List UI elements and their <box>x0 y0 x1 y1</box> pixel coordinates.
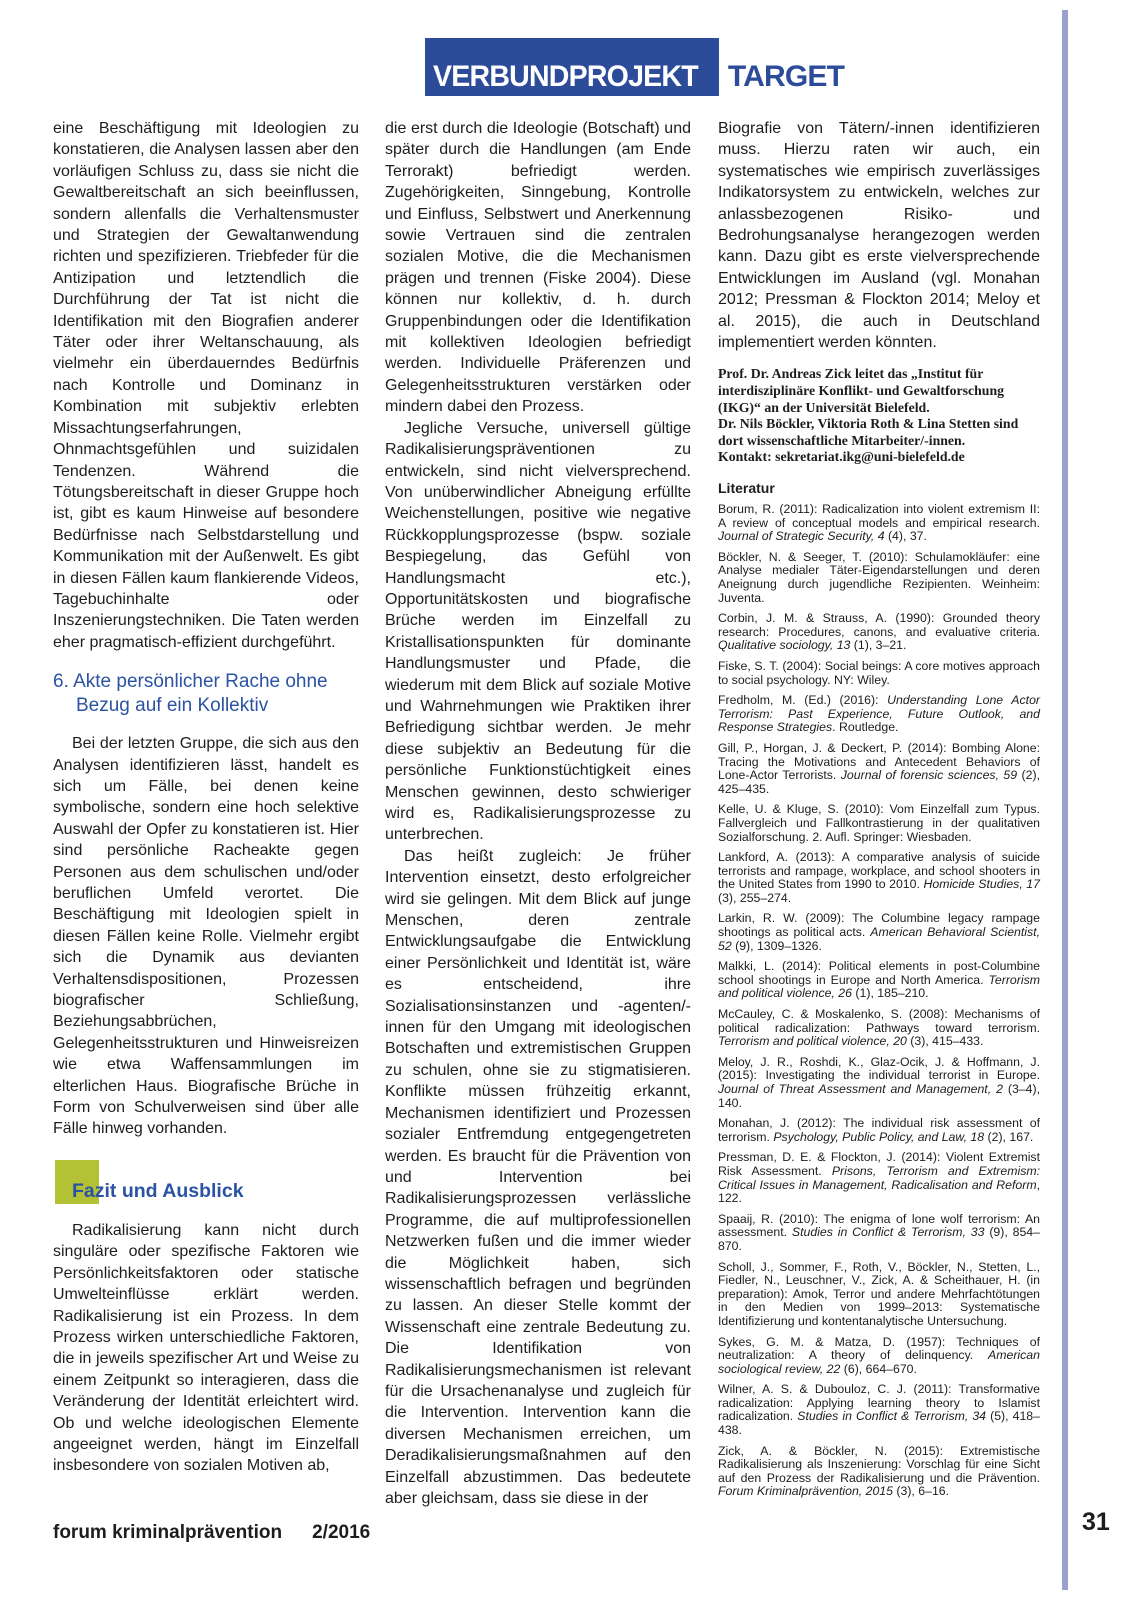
reference-text: Böckler, N. & Seeger, T. (2010): Schulamokläufer: eine Analyse medialer Täter-Eigendarstellungen und deren Aneignung durch jugendliche Rezipienten. Weinheim: Juventa. <box>718 549 1040 605</box>
reference-text: (3–4), 140. <box>718 1082 1040 1110</box>
page-number: 31 <box>1082 1508 1110 1536</box>
reference-journal-title: Terrorism and political violence, 20 <box>718 1034 907 1049</box>
reference-journal-title: Terrorism and political violence, 26 <box>718 972 1040 1001</box>
reference-text: (1), 3–21. <box>850 638 907 653</box>
reference-text: Gill, P., Horgan, J. & Deckert, P. (2014): Bombing Alone: Tracing the Motivations and Antecedent Behaviors of Lone-Actor Terrorists. <box>718 740 1040 783</box>
reference-journal-title: Understanding Lone Actor Terrorism: Past Experience, Future Outlook, and Response Strategies <box>718 693 1041 735</box>
reference-journal-title: Prisons, Terrorism and Extremism: Critical Issues in Management, Radicalisation and Reform <box>718 1163 1041 1192</box>
reference-text: Monahan, J. (2012): The individual risk assessment of terrorism. <box>718 1116 1040 1144</box>
reference-entry <box>718 1056 1040 1110</box>
reference-journal-title: Homicide Studies, 17 <box>923 877 1040 892</box>
reference-text: (9), 854–870. <box>718 1225 1040 1253</box>
reference-entry <box>718 503 1040 544</box>
header-project-label: VERBUNDPROJEKT <box>433 60 698 93</box>
reference-text: (2), 167. <box>984 1129 1034 1144</box>
paragraph: die erst durch die Ideologie (Botschaft) und später durch die Handlungen (am Ende Terrorakt) befriedigt werden. Zugehörigkeiten, Sinngebung, Kontrolle und Einfluss, Selbstwert und Anerkennung sowie Vertrauen sind die zentralen sozialen Motive, die die Mechanismen prägen und trennen (Fiske 2004). Diese können nur kollektiv, d. h. durch Gruppenbindungen oder die Identifikation mit kollektiven Ideologien befriedigt werden. Individuelle Präferenzen und Gelegenheitsstrukturen verstärken oder mindern dabei den Prozess. <box>385 120 691 416</box>
reference-entry <box>718 1261 1040 1329</box>
reference-entry <box>718 851 1040 905</box>
reference-entry <box>718 1213 1040 1254</box>
reference-text: Sykes, G. M. & Matza, D. (1957): Techniques of neutralization: A theory of delinquency. <box>718 1334 1040 1363</box>
reference-entry <box>718 660 1040 687</box>
reference-entry <box>718 1336 1040 1377</box>
reference-text: . Routledge. <box>832 720 899 735</box>
reference-entry <box>718 1117 1040 1144</box>
reference-text: Scholl, J., Sommer, F., Roth, V., Böckler, N., Stetten, L., Fiedler, N., Leuschner, V., Zick, A. & Scheithauer, H. (in preparation): Amok, Terror und andere Mehrfachtötungen in den Medien von 1999–2013: Systematische Identifizierung und kontentanalytische Untersuchung. <box>718 1259 1040 1328</box>
reference-journal-title: Qualitative sociology, 13 <box>718 638 851 653</box>
footer <box>53 1522 370 1544</box>
reference-journal-title: Journal of Threat Assessment and Management, 2 <box>718 1082 1003 1096</box>
fazit-heading-row <box>53 1160 359 1206</box>
reference-text: Fredholm, M. (Ed.) (2016): <box>718 693 888 708</box>
column-right <box>718 118 1040 1506</box>
journal-name: forum kriminalprävention <box>53 1522 283 1543</box>
header-target-label: TARGET <box>727 60 845 93</box>
reference-text: Fiske, S. T. (2004): Social beings: A core motives approach to social psychology. NY: Wiley. <box>718 658 1040 687</box>
reference-text: Larkin, R. W. (2009): The Columbine legacy rampage shootings as political acts. <box>718 911 1040 940</box>
reference-journal-title: Psychology, Public Policy, and Law, 18 <box>773 1129 985 1144</box>
reference-entry <box>718 1383 1040 1437</box>
reference-list <box>718 503 1040 1499</box>
reference-text: (2), 425–435. <box>718 768 1040 796</box>
reference-entry <box>718 551 1040 605</box>
author-contact-line: Kontakt: sekretariat.ikg@uni-bielefeld.de <box>718 449 965 465</box>
right-divider-bar <box>1062 10 1068 1590</box>
reference-text: Lankford, A. (2013): A comparative analysis of suicide terrorists and rampage, workplace, and school shooters in the United States from 1990 to 2010. <box>718 850 1040 892</box>
section-heading-6: 6. Akte persönlicher Rache ohne Bezug auf ein Kollektiv <box>53 671 328 717</box>
reference-text: Malkki, L. (2014): Political elements in post-Columbine school shootings in Europe and North America. <box>718 959 1040 987</box>
reference-text: (5), 418–438. <box>718 1409 1040 1438</box>
reference-text: Wilner, A. S. & Dubouloz, C. J. (2011): Transformative radicalization: Applying learning theory to Islamist radicalization. <box>718 1382 1040 1424</box>
reference-text: (3), 255–274. <box>718 890 792 905</box>
paragraph: Radikalisierung kann nicht durch singuläre oder spezifische Faktoren wie Persönlichkeitsfaktoren oder statische Umwelteinflüsse erklärt werden. Radikalisierung ist ein Prozess. In dem Prozess wirken unterschiedliche Faktoren, die in jeweils spezifischer Art und Weise zu einem Zeitpunkt so interagieren, dass die Veränderung der Identität erleichtert wird. Ob und welche ideologischen Elemente angeeignet werden, hängt im Einzelfall insbesondere von sozialen Motiven ab, <box>53 1221 359 1475</box>
header-blue-box <box>425 38 719 96</box>
reference-journal-title: Journal of forensic sciences, 59 <box>840 768 1018 783</box>
reference-text: Corbin, J. M. & Strauss, A. (1990): Grounded theory research: Procedures, canons, and evaluative criteria. <box>718 611 1040 639</box>
reference-text: Kelle, U. & Kluge, S. (2010): Vom Einzelfall zum Typus. Fallvergleich und Fallkontrastierung in der qualitativen Sozialforschung. 2. Aufl. Springer: Wiesbaden. <box>718 802 1040 844</box>
paragraph: eine Beschäftigung mit Ideologien zu konstatieren, die Analysen lassen aber den vorläufigen Schluss zu, dass sie nicht die Gewaltbereitschaft an sich beeinflussen, sondern allenfalls die Verhaltensmuster und Strategien der Gewaltanwendung richten und spezifizieren. Triebfeder für die Antizipation und letztendlich die Durchführung der Tat ist nicht die Identifikation mit den Biografien anderer Täter oder ihrer Weltanschauung, als vielmehr ein überdauerndes Bedürfnis nach Kontrolle und Dominanz in Kombination mit subjektiv erlebten Missachtungserfahrungen, Ohnmachtsgefühlen und suizidalen Tendenzen. Während die Tötungsbereitschaft in dieser Gruppe hoch ist, gibt es kaum Hinweise auf besondere Bedürfnisse nach Selbstdarstellung und Kommunikation mit der Außenwelt. Es gibt in diesen Fällen kaum flankierende Videos, Tagebuchinhalte oder Inszenierungstechniken. Die Taten werden eher pragmatisch-effizient durchgeführt. <box>53 120 359 651</box>
reference-entry <box>718 612 1040 653</box>
author-line: Dr. Nils Böckler, Viktoria Roth & Lina Stetten sind dort wissenschaftliche Mitarbeiter/-innen. <box>718 416 1019 448</box>
reference-journal-title: Studies in Conflict & Terrorism, 33 <box>791 1225 985 1240</box>
literature-heading: Literatur <box>718 480 775 497</box>
author-line: Prof. Dr. Andreas Zick leitet das „Institut für interdisziplinäre Konflikt- und Gewaltforschung (IKG)“ an der Universität Bielefeld. <box>718 366 1005 415</box>
reference-entry <box>718 1151 1040 1205</box>
reference-entry <box>718 1445 1040 1499</box>
reference-text: Pressman, D. E. & Flockton, J. (2014): Violent Extremist Risk Assessment. <box>718 1150 1040 1178</box>
column-middle <box>385 118 691 1509</box>
reference-text: (9), 1309–1326. <box>731 938 822 953</box>
reference-journal-title: American sociological review, 22 <box>718 1348 1040 1376</box>
reference-entry <box>718 1008 1040 1049</box>
author-info-block <box>718 366 1040 466</box>
reference-journal-title: Studies in Conflict & Terrorism, 34 <box>797 1409 987 1424</box>
reference-entry <box>718 960 1040 1001</box>
reference-entry <box>718 694 1040 735</box>
paragraph: Das heißt zugleich: Je früher Intervention einsetzt, desto erfolgreicher wird sie gelingen. Mit dem Blick auf junge Menschen, deren zentrale Entwicklungsaufgabe die Entwicklung einer Persönlichkeit und Identität ist, wäre es entscheidend, ihre Sozialisationsinstanzen und -agenten/-innen für den Umgang mit ideologischen Botschaften und extremistischen Gruppen zu schulen, ohne sie zu stigmatisieren. Konflikte müssen frühzeitig erkannt, Mechanismen identifiziert und Prozessen sozialer Entfremdung entgegengetreten werden. Es braucht für die Prävention von und Intervention bei Radikalisierungsprozessen verlässliche Programme, die auf multiprofessionellen Netzwerken fußen und die immer wieder die Möglichkeit haben, sich wissenschaftlich befragen und begründen zu lassen. An dieser Stelle kommt der Wissenschaft eine zentrale Bedeutung zu. Die Identifikation von Radikalisierungsmechanismen ist relevant für die Ursachenanalyse und zugleich für die Intervention. Intervention kann die diversen Mechanismen erreichen, um Deradikalisierungsmaßnahmen auf den Einzelfall abzustimmen. Das bedeutete aber gleichsam, dass sie diese in der <box>385 847 691 1507</box>
fazit-heading: Fazit und Ausblick <box>72 1179 244 1202</box>
reference-entry <box>718 912 1040 953</box>
reference-text: (4), 37. <box>884 529 927 544</box>
reference-entry <box>718 742 1040 796</box>
reference-text: (3), 415–433. <box>906 1034 984 1049</box>
reference-entry <box>718 803 1040 844</box>
reference-text: Spaaij, R. (2010): The enigma of lone wolf terrorism: An assessment. <box>718 1211 1040 1240</box>
reference-text: (1), 185–210. <box>852 986 929 1001</box>
issue-number: 2/2016 <box>312 1522 371 1543</box>
reference-journal-title: Journal of Strategic Security, 4 <box>718 529 885 544</box>
reference-text: (3), 6–16. <box>892 1484 950 1499</box>
reference-text: Zick, A. & Böckler, N. (2015): Extremistische Radikalisierung als Inszenierung: Vorschlag für eine Sicht auf den Prozess der Radikalisierung und die Prävention. <box>718 1443 1040 1485</box>
reference-text: Borum, R. (2011): Radicalization into violent extremism II: A review of conceptual models and empirical research. <box>718 502 1040 530</box>
paragraph: Biografie von Tätern/-innen identifizieren muss. Hierzu raten wir auch, ein systematisches wie empirisch zuverlässiges Indikatorsystem zu entwickeln, welches zur anlassbezogenen Risiko- und Bedrohungsanalyse herangezogen werden kann. Dazu gibt es erste vielversprechende Entwicklungen im Ausland (vgl. Monahan 2012; Pressman & Flockton 2014; Meloy et al. 2015), die auch in Deutschland implementiert werden könnten. <box>718 120 1040 352</box>
reference-text: Meloy, J. R., Roshdi, K., Glaz-Ocik, J. & Hoffmann, J. (2015): Investigating the individual terrorist in Europe. <box>718 1054 1040 1083</box>
article-header <box>425 38 844 96</box>
paragraph: Jegliche Versuche, universell gültige Radikalisierungspräventionen zu entwickeln, sind nicht vielversprechend. Von unüberwindlicher Abneigung erfüllte Weichenstellungen, positive wie negative Rückkopplungsprozesse (bspw. soziale Bespiegelung, das Gefühl von Handlungsmacht etc.), Opportunitätskosten und biografische Brüche werden im Einzelfall zu Kristallisationspunkten für dominante Handlungsmuster und Pfade, die wiederum mit dem Blick auf soziale Motive und Wahrnehmungen wie Praktiken ihrer Befriedigung sichtbar werden. Je mehr diese subjektiv an Bedeutung für die persönliche Funktionstüchtigkeit eines Menschen gewinnen, desto schwieriger wird es, Radikalisierungsprozesse zu unterbrechen. <box>385 419 691 844</box>
reference-text: (6), 664–670. <box>840 1361 917 1376</box>
reference-text: McCauley, C. & Moskalenko, S. (2008): Mechanisms of political radicalization: Pathways toward terrorism. <box>718 1007 1040 1035</box>
column-left <box>53 118 359 1477</box>
reference-journal-title: American Behavioral Scientist, 52 <box>718 925 1040 953</box>
reference-journal-title: Forum Kriminalprävention, 2015 <box>718 1484 893 1499</box>
paragraph: Bei der letzten Gruppe, die sich aus den Analysen identifizieren lässt, handelt es sich um Fälle, bei denen keine symbolische, sondern eine hoch selektive Auswahl der Opfer zu konstatieren ist. Hier sind persönliche Racheakte gegen Personen aus dem schulischen und/oder beruflichen Umfeld verortet. Die Beschäftigung mit Ideologien spielt in diesen Fällen keine Rolle. Vielmehr ergibt sich die Dynamik aus devianten Verhaltensdispositionen, Prozessen biografischer Schließung, Beziehungsabbrüchen, Gelegenheitsstrukturen und Hinweisreizen wie etwa Waffensammlungen im elterlichen Haus. Biografische Brüche in Form von Schulverweisen sind über alle Fälle hinweg vorhanden. <box>53 735 359 1138</box>
reference-text: , 122. <box>718 1177 1040 1206</box>
